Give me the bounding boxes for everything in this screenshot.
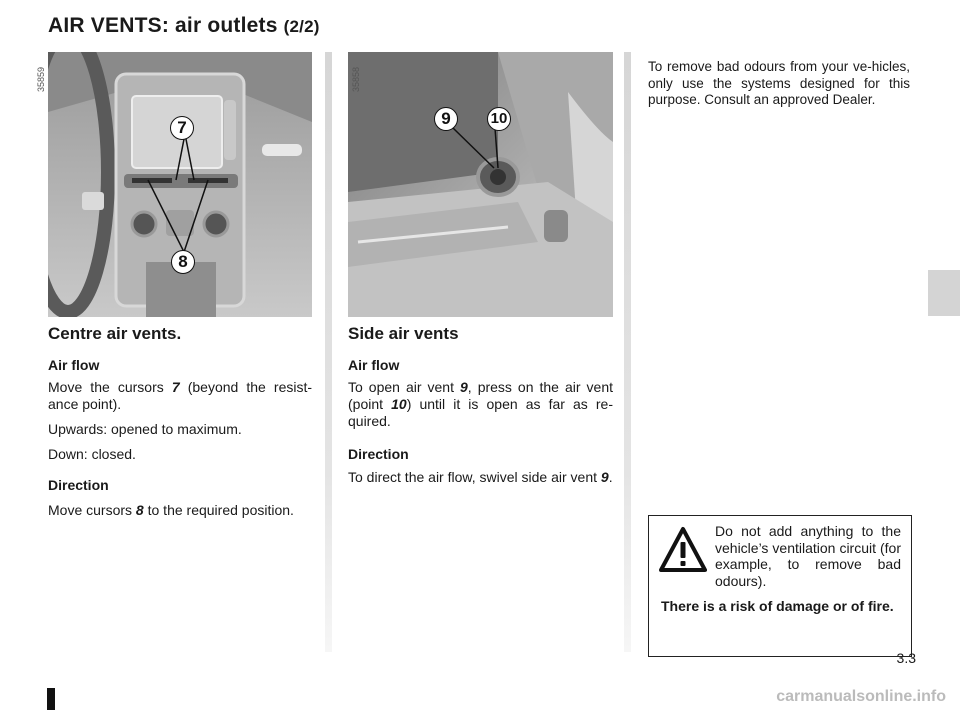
centre-airflow-text <box>48 379 312 413</box>
side-direction-text <box>348 469 613 486</box>
upwards-text: Upwards: opened to maximum. <box>48 421 242 437</box>
text-part: To direct the air flow, swivel side air vent <box>348 469 597 485</box>
airflow-label: Air flow <box>348 357 400 373</box>
text-part: , press on the air vent (point <box>348 379 614 412</box>
direction-label: Direction <box>348 446 409 462</box>
corner-mark <box>47 688 55 710</box>
ref-8: 8 <box>135 502 144 518</box>
side-vents-heading: Side air vents <box>348 324 459 343</box>
callout-10: 10 <box>487 107 511 131</box>
watermark: carmanualsonline.info <box>776 688 946 705</box>
callout-7: 7 <box>170 116 194 140</box>
ref-9: 9 <box>460 379 468 395</box>
column-separator <box>624 52 631 652</box>
airflow-label: Air flow <box>48 357 100 373</box>
page-title-text: AIR VENTS: air outlets <box>48 14 278 37</box>
text-part: Move cursors <box>48 502 133 518</box>
ref-10: 10 <box>391 396 407 412</box>
image-code: 35859 <box>36 66 46 92</box>
column-separator <box>325 52 332 652</box>
callout-8: 8 <box>171 250 195 274</box>
text-part: To open air vent <box>348 379 454 395</box>
warning-bold-text: There is a risk of damage or of fire. <box>661 598 894 614</box>
warning-text: Do not add anything to the vehicle’s ventilation circuit (for example, to remove bad odours). <box>715 523 901 589</box>
ref-7: 7 <box>171 379 180 395</box>
warning-box <box>648 515 912 657</box>
page-title <box>48 14 320 38</box>
ref-9: 9 <box>600 469 609 485</box>
centre-vents-heading: Centre air vents. <box>48 324 182 343</box>
section-tab <box>928 270 960 316</box>
text-part: ) until it is open as far as re-quired. <box>348 396 613 429</box>
warning-triangle-icon <box>659 526 707 574</box>
text-part: (beyond the resist-ance point). <box>48 379 313 412</box>
image-code: 35858 <box>351 66 361 92</box>
direction-label: Direction <box>48 477 109 493</box>
down-text: Down: closed. <box>48 446 136 462</box>
centre-air-vents-photo <box>48 52 312 317</box>
page-title-part: (2/2) <box>283 17 320 36</box>
callout-9: 9 <box>434 107 458 131</box>
side-airflow-text <box>348 379 613 430</box>
text-part: Move the cursors <box>48 379 164 395</box>
odours-text: To remove bad odours from your ve-hicles, only use the systems designed for this purpose. Consult an approved Dealer. <box>648 59 910 107</box>
text-part: . <box>608 469 613 485</box>
centre-direction-text <box>48 502 318 519</box>
side-air-vents-photo <box>348 52 613 317</box>
text-part: to the required position. <box>147 502 294 518</box>
page-number: 3.3 <box>896 650 916 666</box>
